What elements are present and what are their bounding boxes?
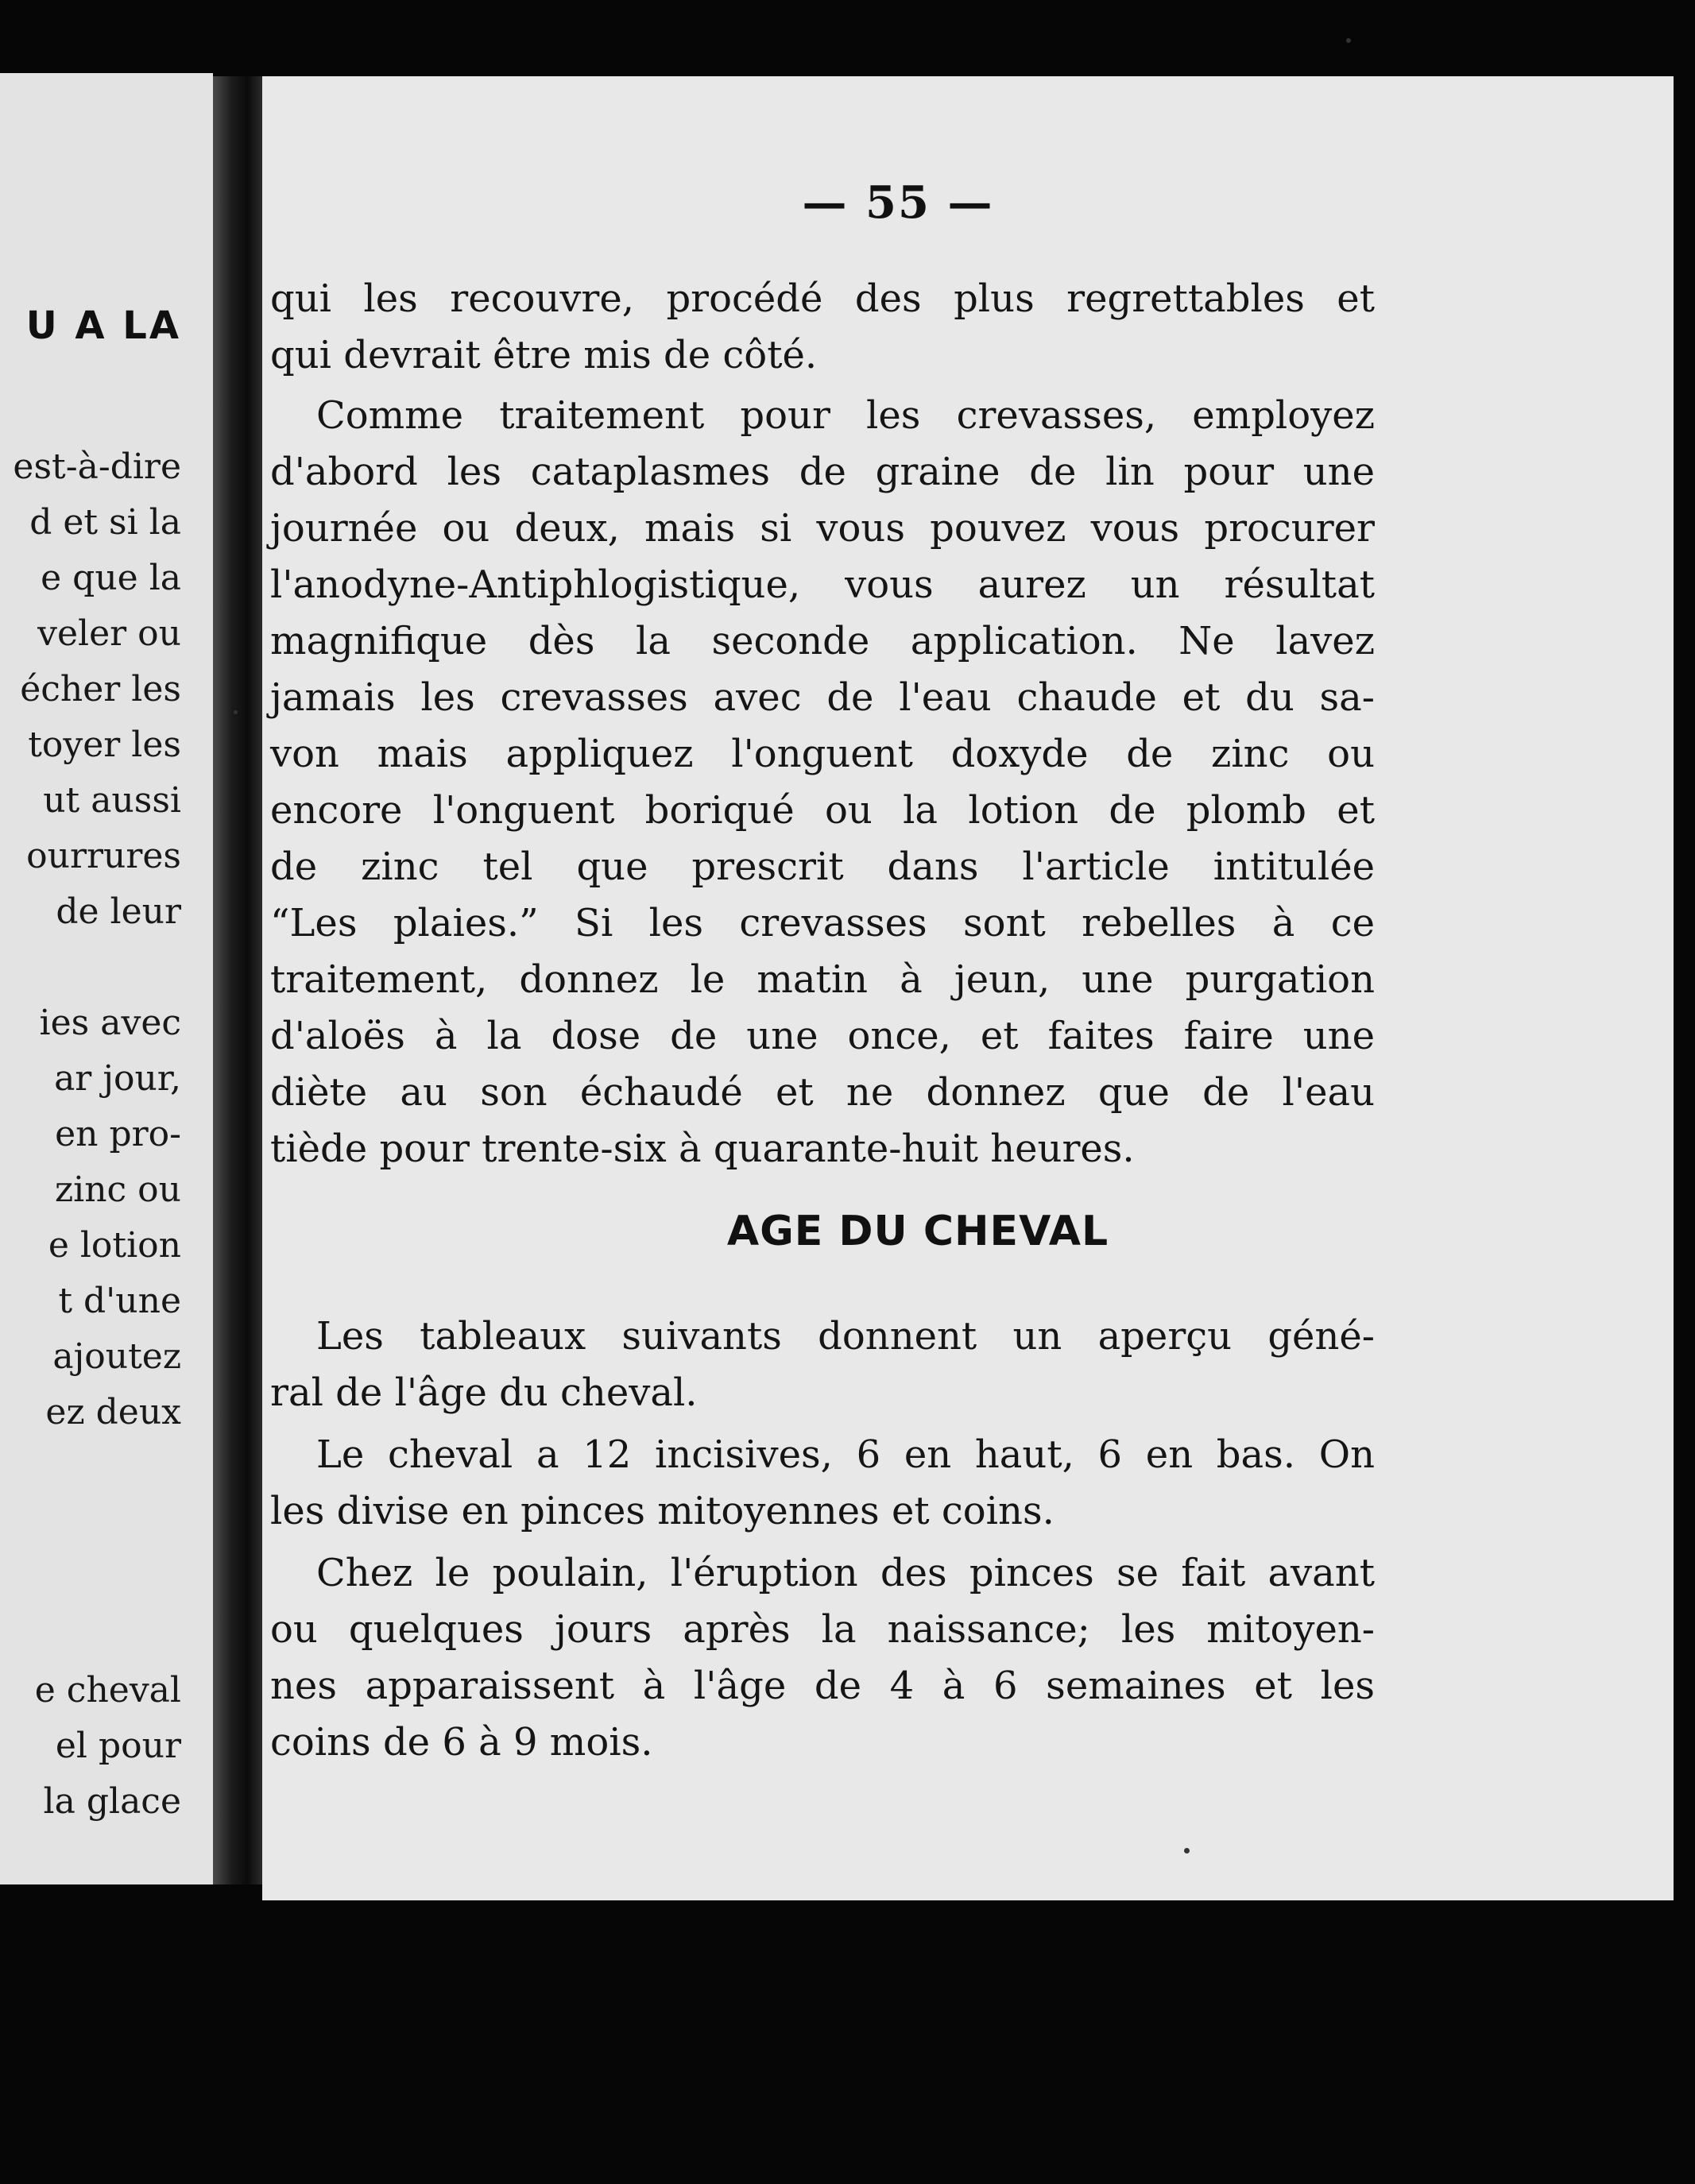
left-page-line: ez deux: [45, 1392, 181, 1432]
body-text-line: qui devrait être mis de côté.: [270, 333, 818, 377]
body-text-line: d'abord les cataplasmes de graine de lin pour une: [270, 450, 1375, 494]
body-text-line: magnifique dès la seconde application. Ne lavez: [270, 619, 1375, 663]
left-page-line: ies avec: [39, 1003, 181, 1043]
left-page-line: e cheval: [34, 1670, 181, 1710]
body-text-line: journée ou deux, mais si vous pouvez vous procurer: [270, 506, 1375, 551]
left-facing-page: [0, 73, 213, 1884]
body-text-line: “Les plaies.” Si les crevasses sont rebelles à ce: [270, 901, 1375, 945]
left-page-line: el pour: [55, 1726, 181, 1766]
body-text-line: von mais appliquez l'onguent doxyde de zinc ou: [270, 732, 1375, 776]
scan-speck: [1346, 38, 1351, 43]
left-page-line: veler ou: [37, 613, 181, 654]
body-text-line: jamais les crevasses avec de l'eau chaude et du sa-: [270, 675, 1375, 720]
left-page-line: t d'une: [58, 1281, 181, 1321]
body-text-line: tiède pour trente-six à quarante-huit heures.: [270, 1127, 1135, 1171]
left-page-line: e lotion: [48, 1225, 181, 1266]
body-text-line: l'anodyne-Antiphlogistique, vous aurez un résultat: [270, 562, 1375, 607]
left-page-line: écher les: [20, 669, 181, 709]
left-page-line: est-à-dire: [13, 446, 181, 487]
body-text-line: Le cheval a 12 incisives, 6 en haut, 6 en bas. On: [316, 1432, 1375, 1477]
body-text-line: de zinc tel que prescrit dans l'article intitulée: [270, 845, 1375, 889]
body-text-line: coins de 6 à 9 mois.: [270, 1720, 653, 1765]
body-text-line: diète au son échaudé et ne donnez que de l'eau: [270, 1070, 1375, 1115]
right-page: [262, 76, 1674, 1900]
scan-speck: [234, 710, 238, 714]
left-page-line: e que la: [41, 558, 181, 598]
section-heading: AGE DU CHEVAL: [726, 1208, 1109, 1255]
body-text-line: encore l'onguent boriqué ou la lotion de plomb et: [270, 788, 1375, 833]
left-page-line: en pro-: [55, 1114, 181, 1154]
body-text-line: qui les recouvre, procédé des plus regrettables et: [270, 276, 1375, 321]
left-page-line: ourrures: [26, 836, 181, 876]
page-body: [262, 76, 1674, 1900]
body-text-line: Les tableaux suivants donnent un aperçu géné-: [316, 1314, 1375, 1359]
body-text-line: les divise en pinces mitoyennes et coins.: [270, 1489, 1055, 1533]
left-page-line: ajoutez: [52, 1336, 181, 1377]
body-text-line: ou quelques jours après la naissance; les mitoyen-: [270, 1607, 1375, 1652]
left-page-line: ut aussi: [43, 780, 181, 821]
left-page-line: la glace: [43, 1781, 181, 1822]
left-page-line: toyer les: [28, 725, 181, 765]
body-text-line: Comme traitement pour les crevasses, employez: [316, 393, 1375, 438]
body-text-line: nes apparaissent à l'âge de 4 à 6 semaines et les: [270, 1664, 1375, 1708]
left-page-line: zinc ou: [54, 1169, 181, 1210]
body-text-line: Chez le poulain, l'éruption des pinces se fait avant: [316, 1551, 1375, 1595]
left-page-line: de leur: [56, 891, 181, 932]
scan-speck: [1184, 1848, 1190, 1854]
left-page-heading: U A LA: [25, 303, 181, 348]
left-page-line: ar jour,: [54, 1058, 181, 1099]
left-page-line: d et si la: [29, 502, 181, 543]
body-text-line: d'aloës à la dose de une once, et faites faire une: [270, 1014, 1375, 1058]
page-number: — 55 —: [802, 176, 994, 229]
book-gutter: [213, 76, 262, 1884]
body-text-line: ral de l'âge du cheval.: [270, 1370, 698, 1415]
body-text-line: traitement, donnez le matin à jeun, une purgation: [270, 957, 1375, 1002]
